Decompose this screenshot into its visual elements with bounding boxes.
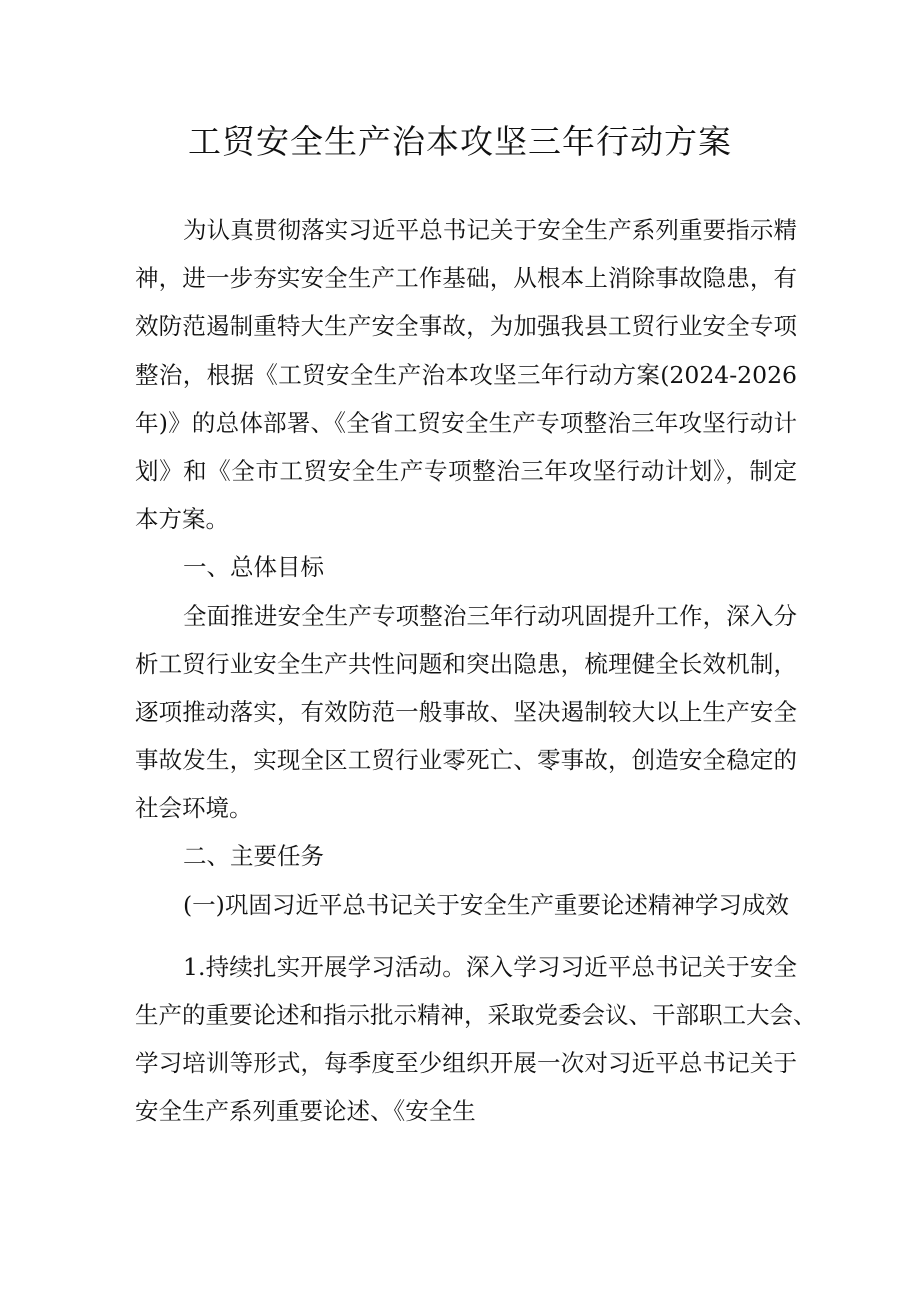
text-line: 本方案。	[135, 505, 229, 534]
text-line: 析工贸行业安全生产共性问题和突出隐患，梳理健全长效机制，	[135, 649, 797, 678]
text-line: 划》和《全市工贸安全生产专项整治三年攻坚行动计划》，制定	[135, 456, 797, 485]
document-body	[135, 206, 817, 1136]
text-line: 1.持续扎实开展学习活动。深入学习习近平总书记关于安全	[183, 952, 797, 981]
text-line: 事故发生，实现全区工贸行业零死亡、零事故，创造安全稳定的	[135, 746, 797, 775]
text-line: 年)》的总体部署、《全省工贸安全生产专项整治三年攻坚行动计	[135, 408, 797, 437]
paragraph	[135, 592, 797, 833]
text-line: 安全生产系列重要论述、《安全生	[135, 1097, 476, 1126]
text-line: 整治，根据《工贸安全生产治本攻坚三年行动方案(2024-2026	[135, 360, 797, 389]
text-line: 神，进一步夯实安全生产工作基础，从根本上消除事故隐患，有	[135, 264, 797, 293]
text-line: 逐项推动落实，有效防范一般事故、坚决遏制较大以上生产安全	[135, 697, 797, 726]
document-title: 工贸安全生产治本攻坚三年行动方案	[188, 122, 732, 161]
section-heading	[135, 832, 797, 880]
text-line: 全面推进安全生产专项整治三年行动巩固提升工作，深入分	[183, 601, 797, 630]
text-line: 生产的重要论述和指示批示精神，采取党委会议、干部职工大会、	[135, 1001, 817, 1029]
text-line: 一、总体目标	[183, 553, 324, 582]
text-line: (一)巩固习近平总书记关于安全生产重要论述精神学习成效	[183, 890, 789, 919]
section-heading	[135, 881, 797, 929]
section-heading	[135, 543, 797, 591]
text-line: 效防范遏制重特大生产安全事故，为加强我县工贸行业安全专项	[135, 312, 797, 341]
paragraph	[135, 943, 817, 1136]
text-line: 二、主要任务	[183, 842, 324, 871]
text-line: 学习培训等形式，每季度至少组织开展一次对习近平总书记关于	[135, 1049, 797, 1078]
text-line: 为认真贯彻落实习近平总书记关于安全生产系列重要指示精	[183, 216, 797, 244]
text-line: 社会环境。	[135, 794, 253, 823]
paragraph	[135, 206, 797, 543]
